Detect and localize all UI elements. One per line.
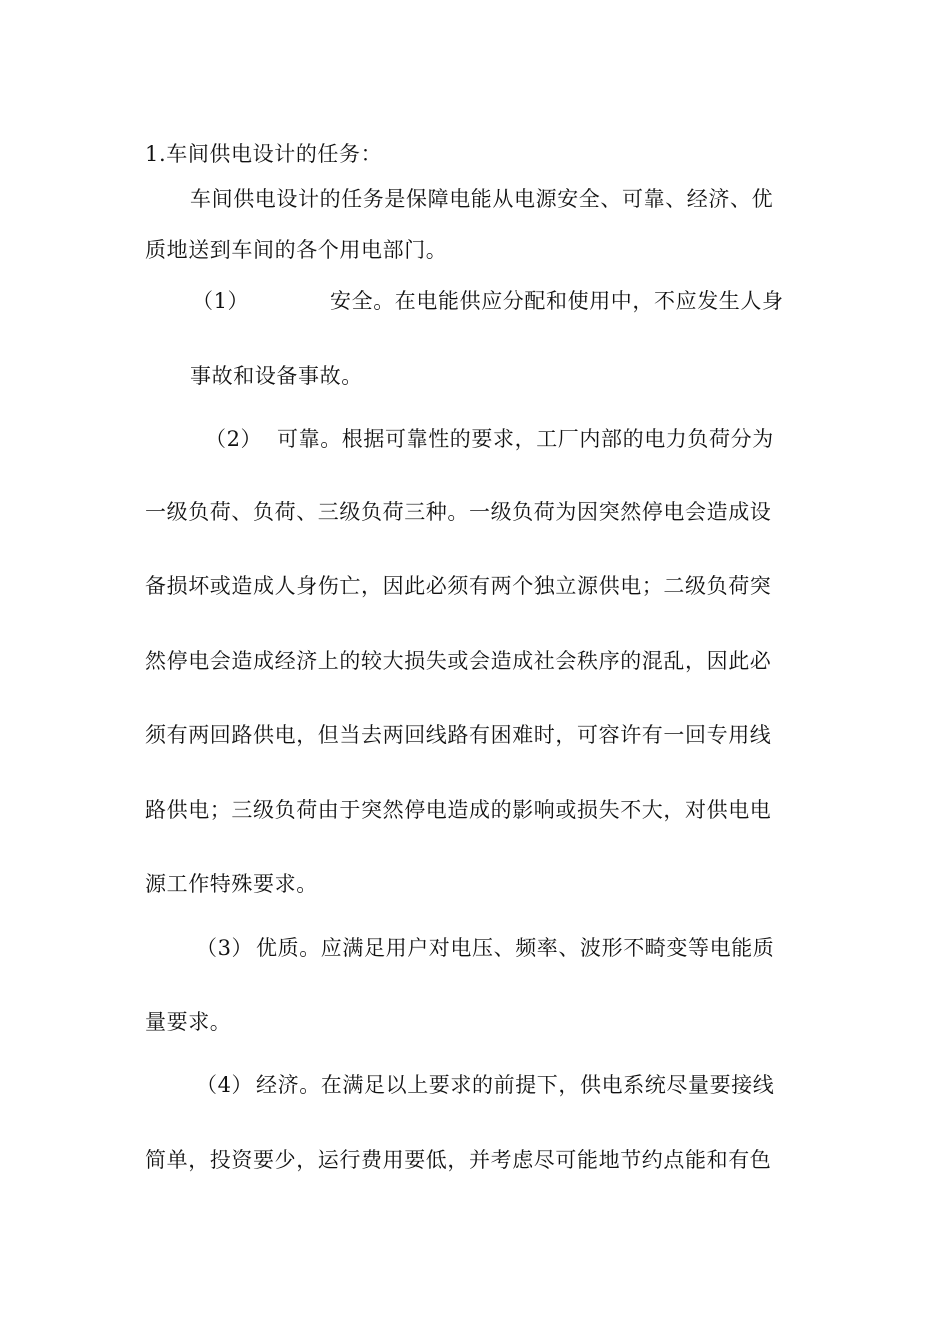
item-2-text: 可靠。根据可靠性的要求，工厂内部的电力负荷分为: [277, 427, 774, 451]
intro-line-2: 质地送到车间的各个用电部门。: [145, 238, 448, 262]
item-2-line-5: 须有两回路供电，但当去两回线路有困难时，可容许有一回专用线: [145, 723, 772, 747]
item-4-line-1: [196, 1071, 774, 1099]
item-1-line-1: [192, 287, 784, 315]
item-2-line-4: 然停电会造成经济上的较大损失或会造成社会秩序的混乱，因此必: [145, 649, 772, 673]
item-3-text: 优质。应满足用户对电压、频率、波形不畸变等电能质: [256, 936, 775, 960]
item-1-number: （1）: [192, 289, 250, 313]
item-3-number: （3）: [196, 936, 254, 960]
intro-line-1: 车间供电设计的任务是保障电能从电源安全、可靠、经济、优: [190, 187, 774, 211]
item-2-line-1: [205, 425, 774, 453]
item-2-line-6: 路供电；三级负荷由于突然停电造成的影响或损失不大，对供电电: [145, 798, 772, 822]
item-2-line-3: 备损坏或造成人身伤亡，因此必须有两个独立源供电；二级负荷突: [145, 574, 772, 598]
item-1-line-2: 事故和设备事故。: [190, 364, 363, 388]
item-2-line-2: 一级负荷、负荷、三级负荷三种。一级负荷为因突然停电会造成设: [145, 500, 772, 524]
section-heading: 1.车间供电设计的任务：: [145, 142, 383, 166]
item-3-line-1: [196, 934, 774, 962]
item-2-number: （2）: [205, 427, 263, 451]
item-4-text: 经济。在满足以上要求的前提下，供电系统尽量要接线: [256, 1073, 775, 1097]
item-1-text: 安全。在电能供应分配和使用中，不应发生人身: [330, 289, 784, 313]
item-4-line-2: 简单，投资要少，运行费用要低，并考虑尽可能地节约点能和有色: [145, 1148, 772, 1172]
item-3-line-2: 量要求。: [145, 1010, 232, 1034]
item-2-line-7: 源工作特殊要求。: [145, 872, 318, 896]
item-4-number: （4）: [196, 1073, 254, 1097]
